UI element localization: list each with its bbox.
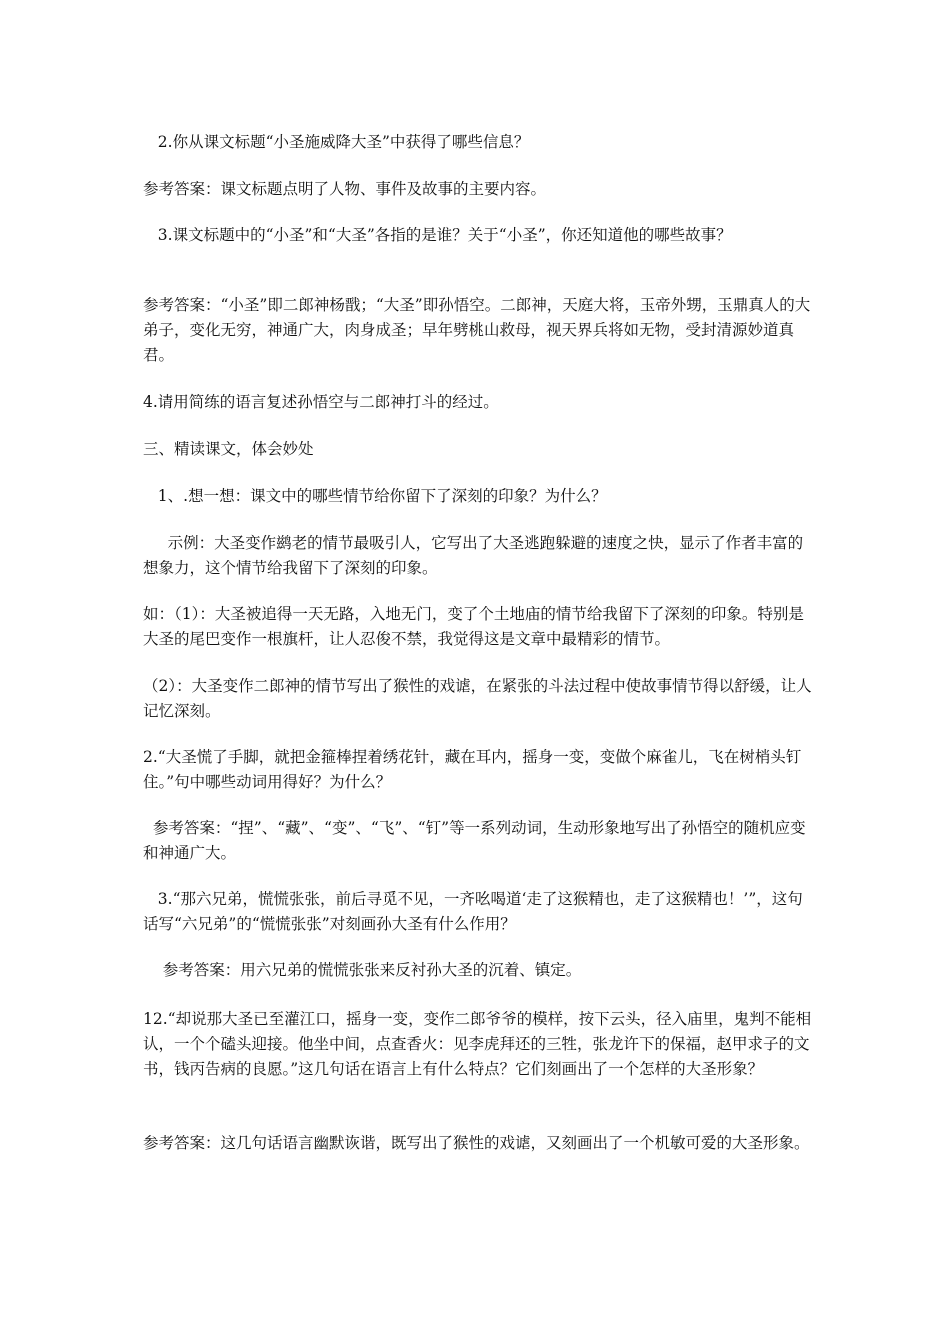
response-1: 如：（1）：大圣被追得一天无路，入地无门，变了个土地庙的情节给我留下了深刻的印象。特别是大圣的尾巴变作一根旗杆，让人忍俊不禁，我觉得这是文章中最精彩的情节。	[143, 605, 804, 648]
question-4: 4.请用简练的语言复述孙悟空与二郎神打斗的经过。	[143, 393, 499, 411]
question-3: 3.课文标题中的“小圣”和“大圣”各指的是谁？关于“小圣”，你还知道他的哪些故事？	[143, 226, 732, 244]
task-question-12: 12.“却说那大圣已至灌江口，摇身一变，变作二郎爷爷的模样，按下云头，径入庙里，鬼判不能相认，一个个磕头迎接。他坐中间，点查香火：见李虎拜还的三牲，张龙许下的保福，赵甲求子的文书，钱丙告病的良愿。”这几句话在语言上有什么特点？它们刻画出了一个怎样的大圣形象？	[143, 1010, 812, 1078]
task-answer-2: 参考答案：“捏”、“藏”、“变”、“飞”、“钉”等一系列动词，生动形象地写出了孙悟空的随机应变和神通广大。	[143, 819, 806, 862]
answer-3: 参考答案：“小圣”即二郎神杨戬；“大圣”即孙悟空。二郎神，天庭大将，玉帝外甥，玉鼎真人的大弟子，变化无穷，神通广大，肉身成圣；早年劈桃山救母，视天界兵将如无物，受封清源妙道真君。	[143, 296, 811, 364]
task-answer-12: 参考答案：这几句话语言幽默诙谐，既写出了猴性的戏谑，又刻画出了一个机敏可爱的大圣形象。	[143, 1134, 810, 1152]
question-2: 2.你从课文标题“小圣施威降大圣”中获得了哪些信息？	[143, 133, 530, 151]
section-heading-3: 三、精读课文，体会妙处	[143, 440, 314, 458]
example-answer: 示例：大圣变作鹚老的情节最吸引人，它写出了大圣逃跑躲避的速度之快，显示了作者丰富的想象力，这个情节给我留下了深刻的印象。	[143, 534, 804, 577]
response-2: （2）：大圣变作二郎神的情节写出了猴性的戏谑，在紧张的斗法过程中使故事情节得以舒缓，让人记忆深刻。	[143, 677, 812, 720]
answer-2: 参考答案：课文标题点明了人物、事件及故事的主要内容。	[143, 180, 547, 198]
task-question-3: 3.“那六兄弟，慌慌张张，前后寻觅不见，一齐吆喝道‘走了这猴精也，走了这猴精也！’”，这句话写“六兄弟”的“慌慌张张”对刻画孙大圣有什么作用？	[143, 890, 803, 933]
think-question-1: 1、.想一想：课文中的哪些情节给你留下了深刻的印象？为什么？	[143, 487, 607, 505]
task-answer-3: 参考答案：用六兄弟的慌慌张张来反衬孙大圣的沉着、镇定。	[143, 961, 582, 979]
task-question-2: 2.“大圣慌了手脚，就把金箍棒捏着绣花针，藏在耳内，摇身一变，变做个麻雀儿，飞在树梢头钉住。”句中哪些动词用得好？为什么？	[143, 748, 802, 791]
